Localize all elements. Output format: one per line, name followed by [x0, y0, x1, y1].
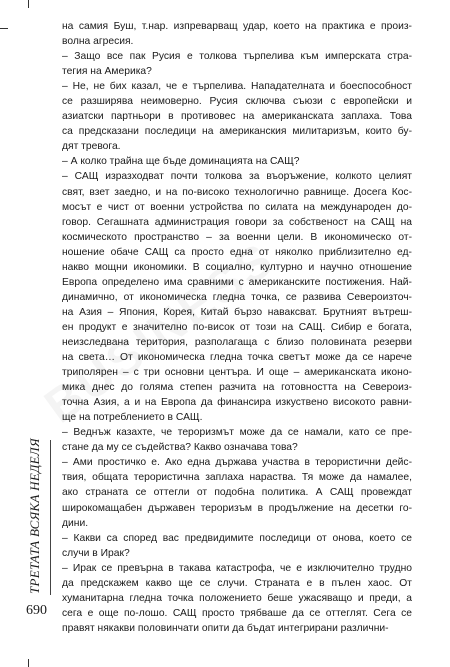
text-line: – Какви са според вас предвидимите последици от онова, което се [62, 532, 412, 544]
text-line: триполярен – с три основни центъра. И още – американската иконо- [62, 367, 412, 379]
text-line: волна агресия. [62, 36, 134, 48]
text-line: – Веднъж казахте, че тероризмът може да се намали, като се пре- [62, 427, 412, 439]
text-line: мосът е чист от военни устройства по силата на международен до- [62, 201, 412, 213]
text-line: широкомащабен държавен тероризъм в продължение на десетки го- [62, 502, 412, 514]
text-line: – А колко трайна ще бъде доминацията на САЩ? [62, 156, 300, 168]
crop-mark-left [0, 28, 8, 29]
crop-mark-bottom [28, 659, 29, 667]
text-line: на света… От икономическа гледна точка светът може да се нарече [62, 352, 412, 364]
running-head: ТРЕТАТА ВСЯКА НЕДЕЛЯ [27, 438, 42, 594]
text-line: стане да му се съдейства? Какво означава това? [62, 442, 298, 454]
text-line: – САЩ изразходват почти толкова за въоръжение, колкото целият [62, 171, 412, 183]
text-line: ако страната се оттегли от подобна политика. А САЩ провеждат [62, 487, 412, 499]
text-line: мика днес до голяма степен разчита на готовността на Североиз- [62, 382, 412, 394]
text-line: – Не, не бих казал, че е търпелива. Нападателната и боеспособност [62, 81, 412, 93]
body-text [62, 19, 412, 636]
text-line: дят тревога. [62, 141, 121, 153]
text-line: тегия на Америка? [62, 66, 152, 78]
text-line: са предсказани последици на американския милитаризъм, които бу- [62, 126, 412, 138]
text-line: сега е още по-лошо. САЩ просто трябваше да се оттеглят. Сега се [62, 607, 412, 619]
text-line: – Ирак се превърна в такава катастрофа, че е изключително трудно [62, 562, 412, 574]
text-line: случи в Ирак? [62, 547, 130, 559]
text-line: хуманитарна гледна точка положението беше ужасяващо и преди, а [62, 592, 412, 604]
text-line: – Ами простичко е. Ако една държава участва в терористични дейс- [62, 457, 412, 469]
text-line: – Защо все пак Русия е толкова търпелива към имперската стра- [62, 51, 412, 63]
text-line: свят, взет заедно, и на по-високо технологично равнище. Досега Кос- [62, 186, 412, 198]
text-line: динамично, от икономическа гледна точка, се развива Североизточ- [62, 291, 412, 303]
text-line: накво мощни икономики. В социално, културно и научно отношение [62, 261, 412, 273]
text-line: на самия Буш, т.нар. изпреварващ удар, което на практика е произ- [62, 21, 412, 32]
text-line: неизследвана територия, разполагаща с близо половината резерви [62, 336, 412, 348]
text-line: говор. Сегашната администрация говори за собственост на САЩ на [62, 216, 412, 228]
running-head-rule [50, 440, 51, 595]
text-line: ношение обаче САЩ са просто една от няколко приблизително ед- [62, 246, 412, 258]
text-line: Европа определено има сравними с американските постижения. Най- [62, 276, 412, 288]
text-line: азиатски партньори в противовес на американската заплаха. Това [62, 111, 412, 123]
text-line: дини. [62, 517, 89, 529]
text-line: правят някакви половинчати опити да бъдат интегрирани различни- [62, 622, 389, 634]
text-line: ен продукт е значително по-висок от този на САЩ. Сибир е богата, [62, 321, 412, 333]
text-line: ще на потреблението в САЩ. [62, 412, 203, 424]
text-line: точна Азия, а и на Европа да финансира изкуствено високото равни- [62, 397, 412, 409]
text-line: твия, общата терористична заплаха нараства. Тя може да намалее, [62, 472, 412, 484]
text-line: да предскажем какво ще се случи. Страната е в пълен хаос. От [62, 577, 412, 589]
text-line: космическото пространство – за военни цели. В икономическо от- [62, 231, 412, 243]
text-line: на Азия – Япония, Корея, Китай бързо наваксват. Брутният вътреш- [62, 306, 412, 318]
text-line: се разширява неимоверно. Русия сключва съюзи с европейски и [62, 96, 412, 108]
crop-mark-top [28, 0, 29, 8]
page-number: 690 [26, 603, 47, 618]
